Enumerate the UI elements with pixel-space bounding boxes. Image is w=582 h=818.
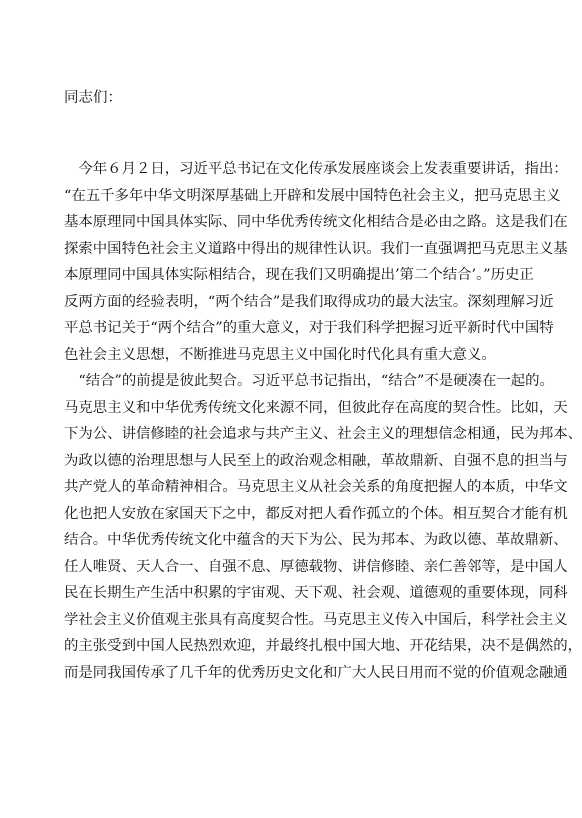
text-line: 下为公、讲信修睦的社会追求与共产主义、社会主义的理想信念相通，民为邦本、 [64, 426, 582, 442]
text-line: 化也把人安放在家国天下之中，都反对把人看作孤立的个体。相互契合才能有机 [64, 505, 568, 522]
text-line: 今年６月２日，习近平总书记在文化传承发展座谈会上发表重要讲话，指出： [64, 161, 568, 177]
text-line: 本原理同中国具体实际相结合，现在我们又明确提出’第二个结合’。”历史正 [64, 267, 534, 283]
text-line: 马克思主义和中华优秀传统文化来源不同，但彼此存在高度的契合性。比如，天 [64, 399, 568, 416]
text-line: 探索中国特色社会主义道路中得出的规律性认识。我们一直强调把马克思主义基 [64, 240, 568, 257]
text-line: 而是同我国传承了几千年的优秀历史文化和广大人民日用而不觉的价值观念融通 [64, 664, 568, 681]
text-line: 民在长期生产生活中积累的宇宙观、天下观、社会观、道德观的重要体现，同科 [64, 585, 568, 601]
text-line: 的主张受到中国人民热烈欢迎，并最终扎根中国大地、开花结果，决不是偶然的， [64, 638, 582, 654]
text-line: 任人唯贤、天人合一、自强不息、厚德载物、讲信修睦、亲仁善邻等，是中国人 [64, 558, 568, 575]
text-line: 学社会主义价值观主张具有高度契合性。马克思主义传入中国后，科学社会主义 [64, 611, 568, 628]
text-line: 色社会主义思想，不断推进马克思主义中国化时代化具有重大意义。 [64, 346, 496, 363]
salutation: 同志们： [64, 90, 122, 106]
text-line: 结合。中华优秀传统文化中蕴含的天下为公、民为邦本、为政以德、革故鼎新、 [64, 532, 568, 548]
text-line: 反两方面的经验表明，“两个结合”是我们取得成功的最大法宝。深刻理解习近 [64, 293, 554, 310]
text-line: 平总书记关于“两个结合”的重大意义，对于我们科学把握习近平新时代中国特 [64, 320, 554, 336]
text-line: 基本原理同中国具体实际、同中华优秀传统文化相结合是必由之路。这是我们在 [64, 214, 568, 230]
text-line: “在五千多年中华文明深厚基础上开辟和发展中国特色社会主义，把马克思主义 [64, 187, 561, 204]
text-line: 共产党人的革命精神相合。马克思主义从社会关系的角度把握人的本质，中华文 [64, 479, 568, 495]
text-line: “结合”的前提是彼此契合。习近平总书记指出，“结合”不是硬凑在一起的。 [64, 373, 554, 389]
text-line: 为政以德的治理思想与人民至上的政治观念相融，革故鼎新、自强不息的担当与 [64, 452, 568, 469]
body-text [64, 156, 582, 686]
